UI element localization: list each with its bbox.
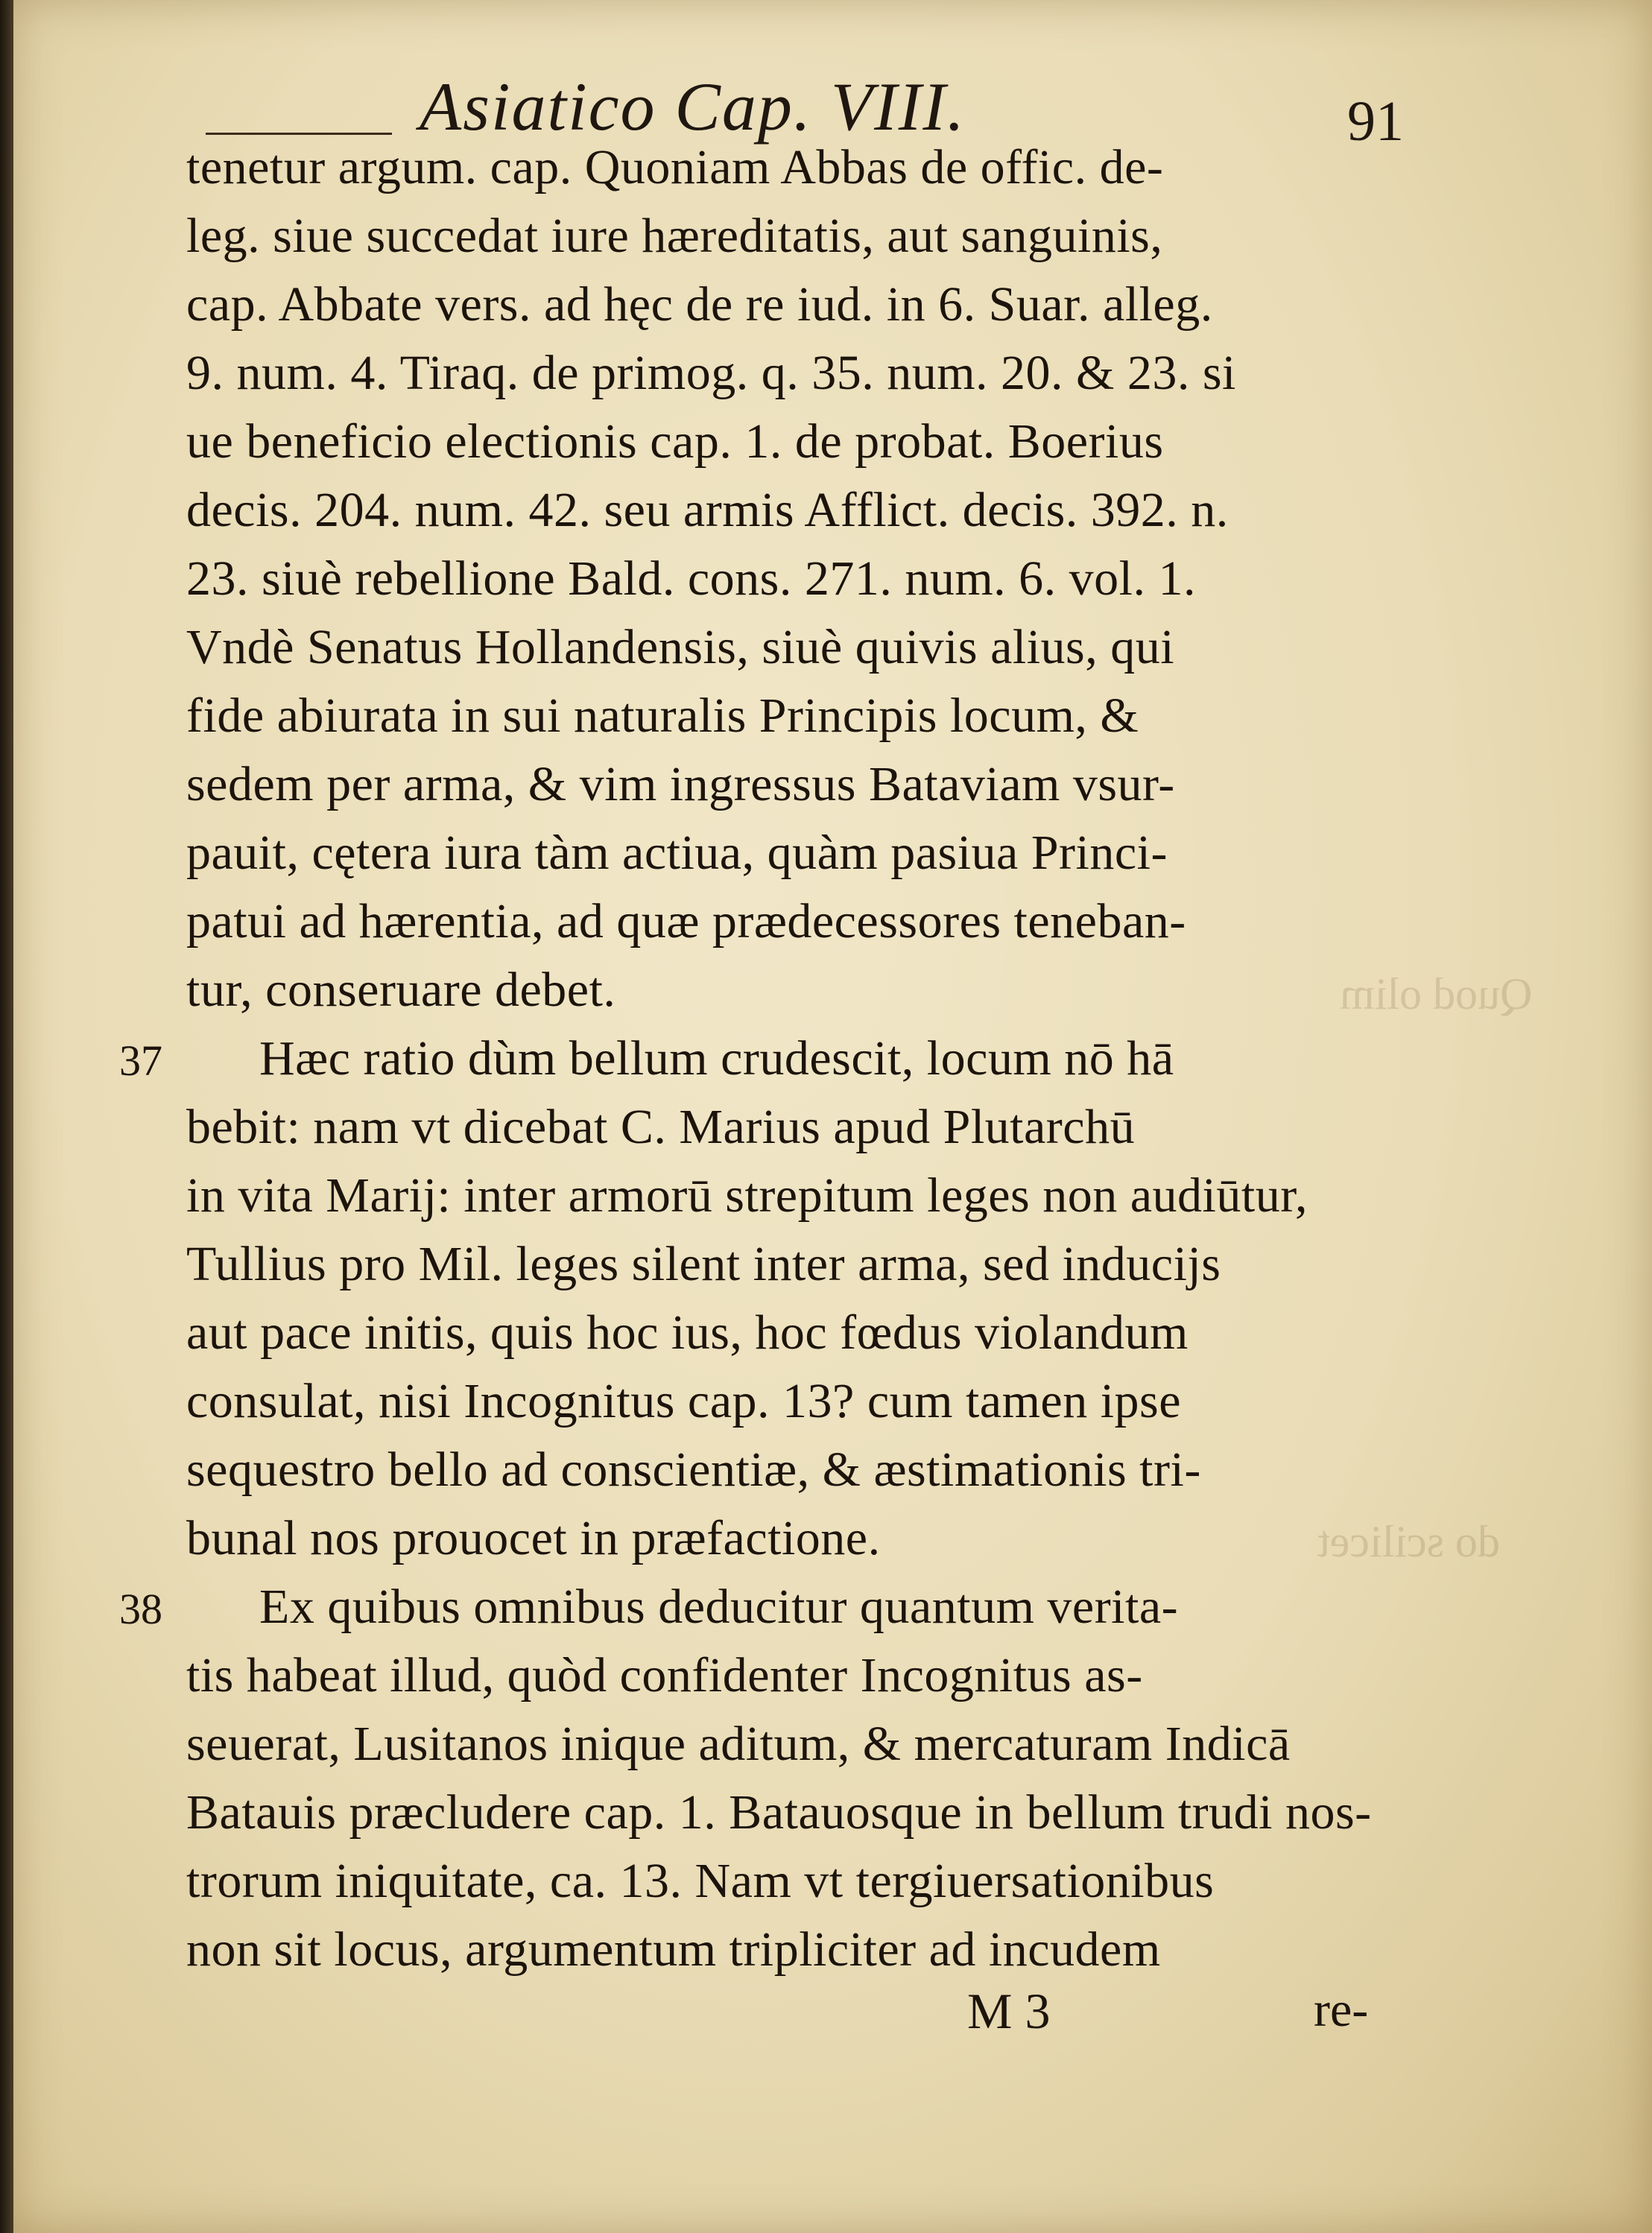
catchword: re- <box>1314 1983 1369 2037</box>
show-through-text: do scilicet <box>1317 1517 1500 1566</box>
text-line: trorum iniquitate, ca. 13. Nam vt tergiuersationibus <box>186 1854 1215 1908</box>
text-line: cap. Abbate vers. ad hęc de re iud. in 6. Suar. alleg. <box>186 277 1213 332</box>
text-line: patui ad hærentia, ad quæ prædecessores teneban- <box>186 894 1186 948</box>
header-rule <box>206 133 392 135</box>
text-line: Batauis præcludere cap. 1. Batauosque in bellum trudi nos- <box>186 1785 1372 1840</box>
text-line: tur, conseruare debet. <box>186 963 616 1017</box>
text-line: seuerat, Lusitanos inique aditum, & mercaturam Indicā <box>186 1717 1291 1771</box>
text-line: bunal nos prouocet in præfactione. <box>186 1511 881 1565</box>
text-line: 23. siuè rebellione Bald. cons. 271. num. 6. vol. 1. <box>186 551 1196 606</box>
text-line: Tullius pro Mil. leges silent inter arma, sed inducijs <box>186 1237 1221 1291</box>
text-line: bebit: nam vt dicebat C. Marius apud Plutarchū <box>186 1100 1136 1154</box>
page-footer <box>13 1967 1652 2056</box>
page-number: 91 <box>1347 90 1404 153</box>
text-line: Hæc ratio dùm bellum crudescit, locum nō hā <box>259 1031 1174 1086</box>
text-line: tis habeat illud, quòd confidenter Incognitus as- <box>186 1648 1143 1703</box>
text-line: pauit, cętera iura tàm actiua, quàm pasiua Princi- <box>186 826 1168 880</box>
signature-mark: M 3 <box>967 1983 1051 2039</box>
book-page <box>13 0 1652 2233</box>
text-line: tenetur argum. cap. Quoniam Abbas de offic. de- <box>186 140 1164 194</box>
text-line: Ex quibus omnibus deducitur quantum verita- <box>259 1580 1179 1634</box>
page-edge <box>0 0 13 2233</box>
text-line: aut pace initis, quis hoc ius, hoc fœdus violandum <box>186 1305 1189 1360</box>
text-line: sequestro bello ad conscientiæ, & æstimationis tri- <box>186 1442 1201 1497</box>
text-line: 9. num. 4. Tiraq. de primog. q. 35. num. 20. & 23. si <box>186 346 1236 400</box>
text-line: in vita Marij: inter armorū strepitum leges non audiūtur, <box>186 1168 1308 1223</box>
text-line: decis. 204. num. 42. seu armis Afflict. decis. 392. n. <box>186 483 1229 537</box>
text-line: Vndè Senatus Hollandensis, siuè quivis alius, qui <box>186 620 1175 674</box>
text-line: non sit locus, argumentum tripliciter ad incudem <box>186 1922 1161 1977</box>
text-line: leg. siue succedat iure hæreditatis, aut sanguinis, <box>186 209 1163 263</box>
text-line: fide abiurata in sui naturalis Principis locum, & <box>186 688 1139 743</box>
text-line: consulat, nisi Incognitus cap. 13? cum tamen ipse <box>186 1374 1182 1428</box>
paragraph-number: 38 <box>119 1585 162 1633</box>
text-line: ue beneficio electionis cap. 1. de probat. Boerius <box>186 414 1164 469</box>
running-title: Asiatico Cap. VIII. <box>420 69 966 145</box>
show-through-text: Quod olim <box>1340 969 1533 1019</box>
paragraph-number: 37 <box>119 1036 162 1085</box>
page-header <box>13 30 1652 153</box>
text-line: sedem per arma, & vim ingressus Bataviam vsur- <box>186 757 1175 811</box>
